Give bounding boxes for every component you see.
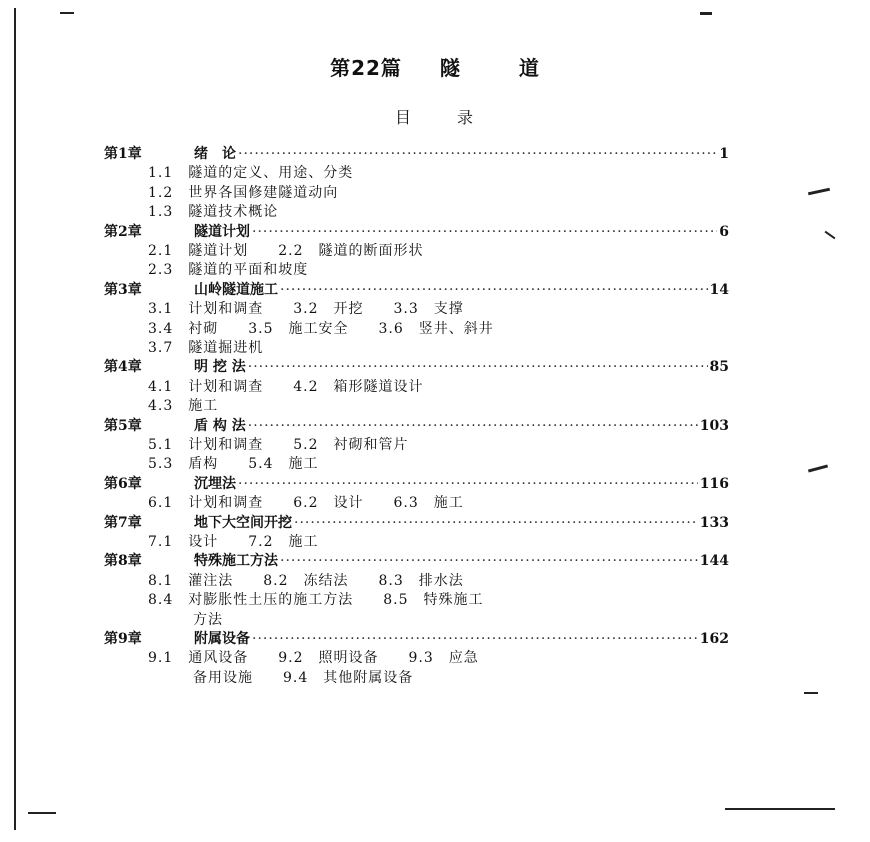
chapter-number: 第5章	[104, 417, 142, 434]
chapter-title: 沉埋法	[194, 475, 236, 492]
chapter-page-number: 144	[699, 553, 729, 570]
chapter-number: 第4章	[104, 359, 142, 376]
chapter-title: 附属设备	[194, 631, 250, 647]
toc-heading	[0, 105, 870, 128]
toc-section-row: 3.1 计划和调查 3.2 开挖 3.3 支撑	[148, 301, 464, 318]
toc-section-row: 8.4 对膨胀性土压的施工方法 8.5 特殊施工	[148, 592, 484, 609]
dot-leader	[252, 222, 717, 242]
dot-leader	[238, 144, 717, 164]
toc-section-row: 2.3 隧道的平面和坡度	[148, 262, 309, 279]
scan-mark	[825, 231, 836, 240]
toc-chapter-row	[104, 629, 729, 649]
toc-section-row: 6.1 计划和调查 6.2 设计 6.3 施工	[148, 495, 464, 512]
title-char-1: 隧	[439, 56, 461, 80]
scan-mark	[60, 12, 74, 14]
dot-leader	[294, 513, 698, 533]
scan-mark	[804, 692, 818, 694]
chapter-page-number: 85	[709, 359, 729, 376]
dot-leader	[280, 551, 698, 571]
scan-mark	[725, 808, 835, 810]
chapter-page-number: 162	[699, 631, 729, 647]
chapter-title: 隧道计划	[194, 223, 250, 240]
toc-section-row: 2.1 隧道计划 2.2 隧道的断面形状	[148, 243, 424, 259]
title-part-number: 第22篇	[330, 56, 402, 80]
dot-leader	[248, 357, 708, 377]
title-char-2: 道	[518, 56, 540, 80]
scan-mark	[808, 188, 830, 196]
dot-leader	[280, 280, 708, 300]
chapter-number: 第2章	[104, 223, 142, 240]
toc-chapter-row	[104, 551, 729, 571]
dot-leader	[238, 474, 698, 494]
toc-heading-char-2: 录	[457, 108, 476, 127]
chapter-number: 第7章	[104, 514, 142, 531]
chapter-title: 绪 论	[194, 146, 236, 162]
chapter-number: 第9章	[104, 631, 142, 647]
chapter-number: 第1章	[104, 146, 142, 162]
chapter-title: 山岭隧道施工	[194, 281, 278, 298]
toc-chapter-row	[104, 474, 729, 494]
dot-leader	[252, 629, 698, 649]
chapter-number: 第3章	[104, 281, 142, 298]
toc-heading-char-1: 目	[394, 108, 413, 127]
dot-leader	[248, 416, 698, 436]
chapter-page-number: 116	[699, 475, 729, 492]
scan-mark	[808, 464, 828, 472]
chapter-number: 第8章	[104, 553, 142, 570]
toc-chapter-row	[104, 357, 729, 377]
chapter-page-number: 14	[709, 281, 729, 298]
chapter-number: 第6章	[104, 475, 142, 492]
toc-chapter-row	[104, 513, 729, 533]
chapter-title: 明 挖 法	[194, 359, 246, 376]
scan-mark	[28, 812, 56, 814]
chapter-title: 地下大空间开挖	[194, 514, 292, 531]
toc-section-row: 备用设施 9.4 其他附属设备	[148, 669, 414, 686]
toc-chapter-row	[104, 416, 729, 436]
toc-section-row: 3.4 衬砌 3.5 施工安全 3.6 竖井、斜井	[148, 320, 494, 337]
toc-section-row: 8.1 灌注法 8.2 冻结法 8.3 排水法	[148, 572, 464, 589]
chapter-page-number: 6	[719, 223, 729, 240]
page-edge-line	[14, 8, 16, 830]
toc-section-row: 9.1 通风设备 9.2 照明设备 9.3 应急	[148, 650, 479, 667]
toc-section-row: 3.7 隧道掘进机	[148, 340, 264, 356]
chapter-page-number: 103	[699, 417, 729, 434]
toc-section-row: 1.1 隧道的定义、用途、分类	[148, 165, 354, 182]
toc-section-row: 4.3 施工	[148, 398, 219, 415]
chapter-title: 特殊施工方法	[194, 553, 278, 570]
toc-section-row: 5.1 计划和调查 5.2 衬砌和管片	[148, 437, 409, 453]
scan-mark	[700, 12, 712, 15]
chapter-page-number: 133	[699, 514, 729, 531]
chapter-title: 盾 构 法	[194, 417, 246, 434]
chapter-page-number: 1	[719, 146, 729, 162]
toc-section-row: 7.1 设计 7.2 施工	[148, 534, 319, 550]
toc-section-row: 1.2 世界各国修建隧道动向	[148, 184, 339, 201]
toc-section-row: 5.3 盾构 5.4 施工	[148, 456, 319, 473]
toc-section-row: 方法	[148, 611, 223, 628]
toc-chapter-row	[104, 222, 729, 242]
page-title	[0, 52, 870, 81]
toc-chapter-row	[104, 280, 729, 300]
toc-section-row: 1.3 隧道技术概论	[148, 204, 279, 221]
toc-chapter-row	[104, 144, 729, 164]
toc-section-row: 4.1 计划和调查 4.2 箱形隧道设计	[148, 378, 424, 395]
